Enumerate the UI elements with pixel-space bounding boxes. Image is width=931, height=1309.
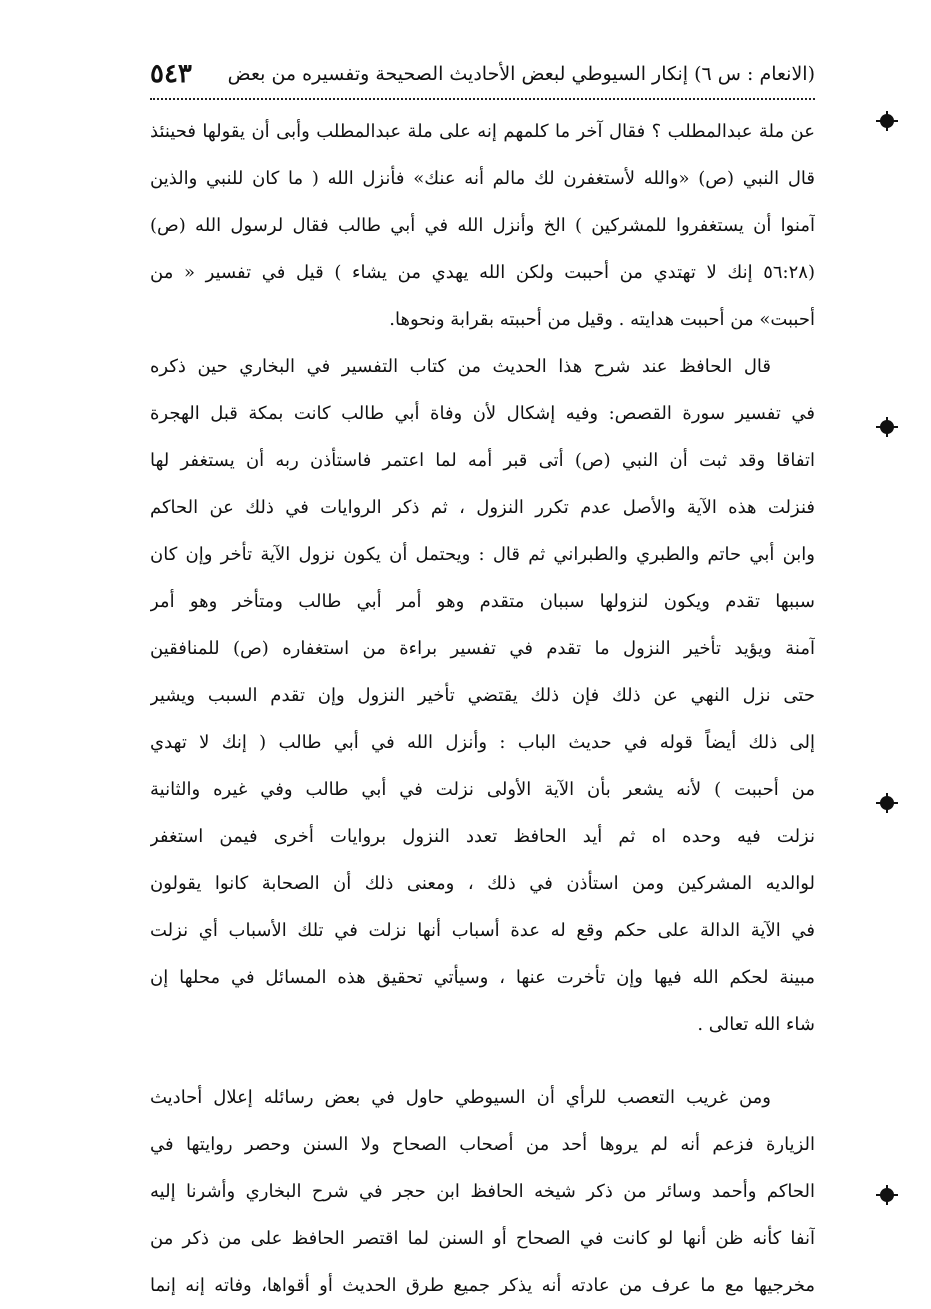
- text-line: ومن غريب التعصب للرأي أن السيوطي حاول في بعض رسائله إعلال أحاديث: [150, 1087, 771, 1108]
- paragraph-3: [150, 1074, 815, 1309]
- text-line: اتفاقا وقد ثبت أن النبي (ص) أتى قبر أمه لما اعتمر فاستأذن ربه أن يستغفر لها: [150, 450, 815, 471]
- text-line: قال الحافظ عند شرح هذا الحديث من كتاب التفسير في البخاري حين ذكره: [150, 356, 771, 377]
- text-line: أحببت» من أحببت هدايته . وقيل من أحببته بقرابة ونحوها.: [389, 309, 815, 330]
- text-line: قال النبي (ص) «والله لأستغفرن لك مالم أنه عنك» فأنزل الله ( ما كان للنبي والذين: [150, 168, 815, 189]
- text-line: عن ملة عبدالمطلب ؟ فقال آخر ما كلمهم إنه على ملة عبدالمطلب وأبى أن يقولها فحينئذ: [150, 121, 815, 142]
- page-number: ٥٤٣: [150, 59, 192, 89]
- margin-marker-icon: [880, 796, 894, 810]
- paragraph-2: [150, 343, 815, 1048]
- text-line: آمنوا أن يستغفروا للمشركين ) الخ وأنزل الله في أبي طالب فقال لرسول الله (ص): [150, 215, 815, 236]
- text-line: (٥٦:٢٨ إنك لا تهتدي من أحببت ولكن الله يهدي من يشاء ) قيل في تفسير « من: [150, 262, 815, 283]
- text-line: فنزلت هذه الآية والأصل عدم تكرر النزول ، ثم ذكر الروايات في ذلك عن الحاكم: [150, 497, 815, 518]
- text-line: إلى ذلك أيضاً قوله في حديث الباب : وأنزل الله في أبي طالب ( إنك لا تهدي: [150, 732, 815, 753]
- text-line: حتى نزل النهي عن ذلك فإن ذلك يقتضي تأخير النزول وإن تقدم السبب ويشير: [150, 685, 815, 706]
- body-text: [150, 108, 815, 1309]
- text-line: آنفا كأنه ظن أنها لو كانت في الصحاح أو السنن لما اقتصر الحافظ على من ذكر من: [150, 1228, 815, 1249]
- text-line: لوالديه المشركين ومن استأذن في ذلك ، ومعنى ذلك أن الصحابة كانوا يقولون: [150, 873, 815, 894]
- text-line: مخرجيها مع ما عرف من عادته أنه يذكر جميع طرق الحديث أو أقواها، وفاته إنه إنما: [150, 1275, 815, 1296]
- text-line: من أحببت ) لأنه يشعر بأن الآية الأولى نزلت في أبي طالب وفي غيره والثانية: [150, 779, 815, 800]
- paragraph-gap: [150, 1048, 815, 1074]
- text-line: نزلت فيه وحده اه ثم أيد الحافظ تعدد النزول بروايات أخرى فيمن استغفر: [150, 826, 815, 847]
- margin-marker-icon: [880, 420, 894, 434]
- text-line: مبينة لحكم الله فيها وإن تأخرت عنها ، وسيأتي تحقيق هذه المسائل في محلها إن: [150, 967, 815, 988]
- margin-marker-icon: [880, 114, 894, 128]
- text-line: آمنة ويؤيد تأخير النزول ما تقدم في تفسير براءة من استغفاره (ص) للمنافقين: [150, 638, 815, 659]
- margin-marker-icon: [880, 1188, 894, 1202]
- text-line: الحاكم وأحمد وسائر من ذكر شيخه الحافظ ابن حجر في شرح البخاري وأشرنا إليه: [150, 1181, 815, 1202]
- text-line: في تفسير سورة القصص: وفيه إشكال لأن وفاة أبي طالب كانت بمكة قبل الهجرة: [150, 403, 815, 424]
- text-line: وابن أبي حاتم والطبري والطبراني ثم قال : ويحتمل أن يكون نزول الآية تأخر وإن كان: [150, 544, 815, 565]
- text-line: شاء الله تعالى .: [697, 1014, 815, 1035]
- text-line: الزيارة فزعم أنه لم يروها أحد من أصحاب الصحاح ولا السنن وحصر روايتها في: [150, 1134, 815, 1155]
- text-line: في الآية الدالة على حكم وقع له عدة أسباب أنها نزلت في تلك الأسباب أي نزلت: [150, 920, 815, 941]
- header-rule: [150, 98, 815, 100]
- page-header: [150, 52, 815, 96]
- running-title: (الانعام : س ٦) إنكار السيوطي لبعض الأحاديث الصحيحة وتفسيره من بعض: [227, 63, 815, 85]
- paragraph-1: [150, 108, 815, 343]
- text-line: سببها تقدم ويكون لنزولها سببان متقدم وهو أمر أبي طالب ومتأخر وهو أمر: [150, 591, 815, 612]
